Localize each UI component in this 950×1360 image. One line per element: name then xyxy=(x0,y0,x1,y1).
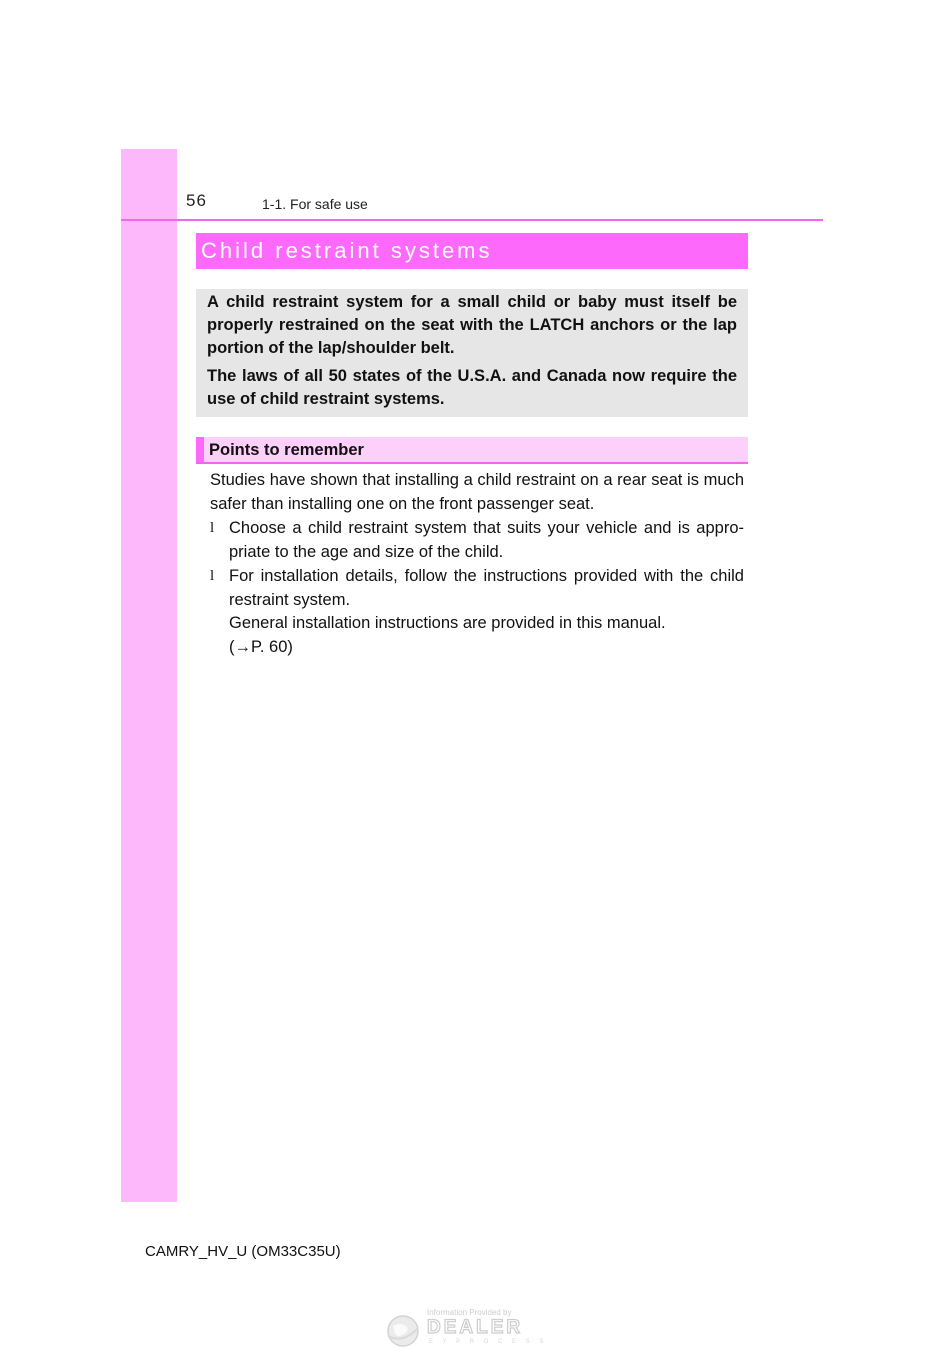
page-reference-link[interactable]: (→P. 60) xyxy=(229,637,293,656)
bullet-icon: l xyxy=(210,520,215,536)
globe-logo-icon xyxy=(386,1314,420,1348)
intro-box xyxy=(196,289,748,417)
title-bar xyxy=(196,233,748,269)
watermark-brand: DEALER xyxy=(427,1317,524,1338)
manual-id: CAMRY_HV_U (OM33C35U) xyxy=(145,1243,341,1260)
list-item-text: For installation details, follow the instructions provided with the child restraint system. xyxy=(229,567,744,609)
intro-paragraph-2: The laws of all 50 states of the U.S.A. and Canada now require the use of child restraint systems. xyxy=(207,367,737,408)
list-item-text: Choose a child restraint system that suits your vehicle and is appro-priate to the age and size of the child. xyxy=(229,519,744,561)
list-item xyxy=(210,517,744,564)
header-divider xyxy=(121,219,823,221)
watermark-tagline: E Y P R O C E S S xyxy=(429,1339,548,1345)
bullet-icon: l xyxy=(210,568,215,584)
list-item-note: General installation instructions are provided in this manual. xyxy=(229,614,666,632)
side-color-band xyxy=(121,149,177,1202)
points-lead-paragraph: Studies have shown that installing a child restraint on a rear seat is much safer than installing one on the front passenger seat. xyxy=(210,471,744,513)
page-number: 56 xyxy=(186,191,207,210)
points-header-marker xyxy=(196,437,204,462)
intro-paragraph-1: A child restraint system for a small child or baby must itself be properly restrained on the seat with the LATCH anchors or the lap portion of the lap/shoulder belt. xyxy=(207,293,737,357)
list-item xyxy=(210,565,744,659)
watermark-provided-by: Information Provided by xyxy=(427,1308,512,1317)
points-body xyxy=(210,469,744,659)
points-heading: Points to remember xyxy=(209,441,364,459)
section-reference: 1-1. For safe use xyxy=(262,196,368,212)
page-title: Child restraint systems xyxy=(201,238,493,263)
points-header xyxy=(196,437,748,464)
dealer-watermark xyxy=(383,1306,553,1354)
